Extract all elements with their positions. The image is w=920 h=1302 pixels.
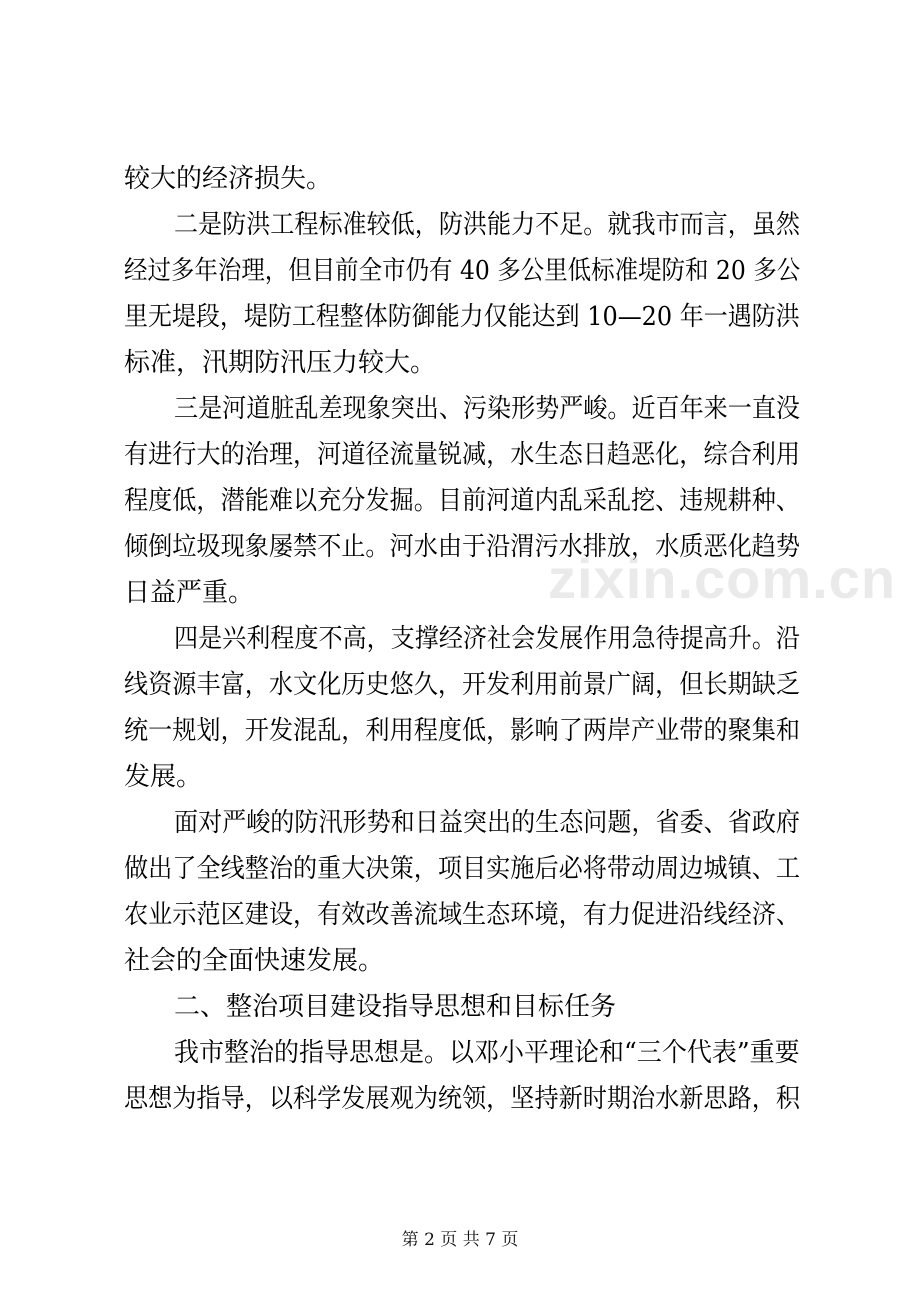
text-line-6: 三是河道脏乱差现象突出、污染形势严峻。近百年来一直没 [174,394,800,424]
watermark-text: zixin.com.cn [548,547,897,610]
text-line-13: 统一规划，开发混乱，利用程度低，影响了两岸产业带的聚集和 [124,716,801,746]
text-line-2: 二是防洪工程标准较低，防洪能力不足。就我市而言，虽然 [174,210,800,240]
section-heading: 二、整治项目建设指导思想和目标任务 [174,992,617,1022]
text-line-10: 日益严重。 [124,578,255,608]
watermark-logo [548,546,896,611]
text-line-21: 思想为指导，以科学发展观为统领，坚持新时期治水新思路，积 [124,1084,801,1114]
text-line-14: 发展。 [124,762,203,792]
text-line-9: 倾倒垃圾现象屡禁不止。河水由于沿渭污水排放，水质恶化趋势 [124,532,801,562]
text-line-11: 四是兴利程度不高，支撑经济社会发展作用急待提高升。沿 [174,624,800,654]
text-line-1: 较大的经济损失。 [124,164,333,194]
text-line-12: 线资源丰富，水文化历史悠久，开发利用前景广阔，但长期缺乏 [124,670,801,700]
text-line-20: 我市整治的指导思想是。以邓小平理论和“三个代表”重要 [174,1038,800,1068]
text-line-16: 做出了全线整治的重大决策，项目实施后必将带动周边城镇、工 [124,854,801,884]
text-line-17: 农业示范区建设，有效改善流域生态环境，有力促进沿线经济、 [124,900,801,930]
text-line-18: 社会的全面快速发展。 [124,946,385,976]
text-line-3: 经过多年治理，但目前全市仍有 40 多公里低标准堤防和 20 多公 [124,256,801,286]
text-line-15: 面对严峻的防汛形势和日益突出的生态问题，省委、省政府 [174,808,800,838]
text-line-5: 标准，汛期防汛压力较大。 [124,348,437,378]
page-number-footer: 第 2 页 共 7 页 [401,1230,519,1250]
text-line-8: 程度低，潜能难以充分发掘。目前河道内乱采乱挖、违规耕种、 [124,486,801,516]
text-line-7: 有进行大的治理，河道径流量锐减，水生态日趋恶化，综合利用 [124,440,801,470]
text-line-4: 里无堤段，堤防工程整体防御能力仅能达到 10—20 年一遇防洪 [124,302,800,332]
